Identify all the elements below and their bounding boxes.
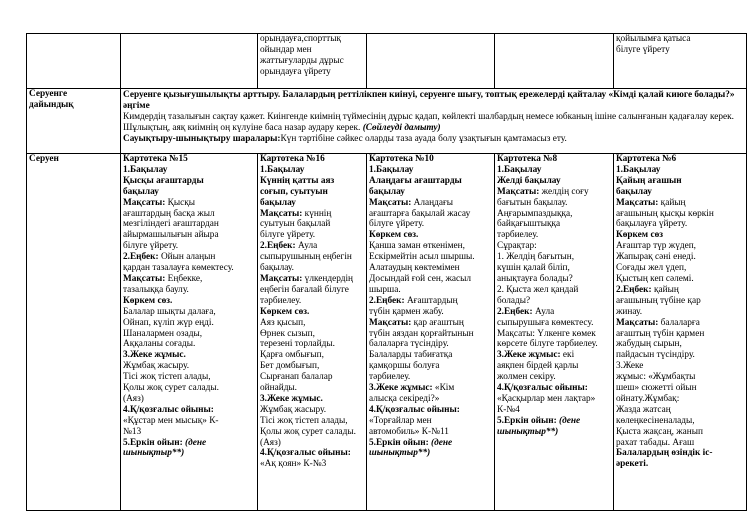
card-text-line: 4.Қ/қозғалыс ойыны: bbox=[123, 404, 214, 415]
card-text-line: Балалардың өзіндік іс- bbox=[616, 448, 713, 459]
top-row-col4 bbox=[495, 34, 614, 89]
card-text-line: Мақсаты: үлкендердің bbox=[260, 273, 354, 284]
card-text-line: 2. Қыста жел қандай bbox=[497, 284, 579, 295]
card-text-line: Ағаштар түр жүдеп, bbox=[616, 241, 696, 252]
seruen-row bbox=[27, 154, 747, 511]
card-text-line: Қыста жақсаң, жанып bbox=[616, 426, 704, 437]
card-text-line: мезгіліндегі ағаштардан bbox=[123, 219, 219, 230]
card-text-line: Тісі жоқ тістеп алады, bbox=[260, 415, 348, 426]
seruenge-content bbox=[121, 89, 747, 154]
card-text-line: Сұрақтар: bbox=[497, 241, 537, 252]
top-row-col3 bbox=[367, 34, 495, 89]
card-text-line: байқағыштыққа bbox=[497, 219, 561, 230]
card-text-line: 2.Еңбек: Аула bbox=[260, 241, 318, 252]
card-text-line: Қысқы ағаштарды bbox=[123, 175, 204, 186]
card-text-line: бақылау bbox=[123, 186, 159, 197]
card-text-line: суытуын бақылай bbox=[260, 219, 331, 230]
card-text-line: 2.Еңбек: Ойын алаңын bbox=[123, 252, 216, 263]
card-text-line: 3.Жеке bbox=[616, 361, 644, 372]
card-text-line: Тісі жоқ тістеп алады, bbox=[123, 372, 211, 383]
card-text-line: соғып, суытуын bbox=[260, 186, 328, 197]
card-text-line: Мақсаты: Алаңдағы bbox=[369, 197, 454, 208]
seruenge-label bbox=[27, 89, 121, 154]
card-text-line: «Торғайлар мен bbox=[369, 415, 432, 426]
card-text-line: рахат табады. Ағаш bbox=[616, 437, 695, 448]
card-text-line: «Қасқырлар мен лақтар» bbox=[497, 393, 596, 404]
card-text-line: 3.Жеке жұмыс: екі bbox=[497, 350, 575, 361]
card-text-line: шырша. bbox=[369, 284, 401, 295]
card-text-line: тазалыққа баулу. bbox=[123, 284, 189, 295]
card-text-line: Жапырақ сәні енеді. bbox=[616, 252, 696, 263]
top-col2-line: жаттығуларды дұрыс bbox=[260, 55, 344, 66]
card-text-line: Балалар шықты далаға, bbox=[123, 306, 216, 317]
card-text-line: бақылау bbox=[260, 197, 296, 208]
card-text-line: Көркем сөз. bbox=[369, 230, 419, 241]
card-text-line: көрсете білуге тәрбиелеу. bbox=[497, 339, 598, 350]
seruenge-safety bbox=[123, 134, 744, 145]
card-text-line: тәрбиелеу. bbox=[260, 295, 302, 306]
card-text-line: түбін қармен жабу. bbox=[369, 306, 444, 317]
card-text-line: 1.Бақылау bbox=[616, 164, 661, 175]
card-text-line: көлеңкесіненалады, bbox=[616, 415, 695, 426]
card-text-line: Жұмбақ жасыру. bbox=[260, 404, 327, 415]
card-text-line: шынықтыр**) bbox=[369, 448, 431, 459]
card-text-line: бақылау bbox=[369, 186, 405, 197]
card-text-line: Балаларды табиғатқа bbox=[369, 350, 453, 361]
card-text-line: Мақсаты: күннің bbox=[260, 208, 332, 219]
top-row-col2 bbox=[258, 34, 367, 89]
card-text-line: Қолы жоқ сурет салады. bbox=[123, 383, 219, 394]
seruenge-row bbox=[27, 89, 747, 154]
card-text-line: «Құстар мен мысық» К- bbox=[123, 415, 219, 426]
card-text-line: Бет домбығып, bbox=[260, 361, 320, 372]
card-text-line: Картотека №15 bbox=[123, 154, 188, 164]
card-text-line: Алаңдағы ағаштарды bbox=[369, 175, 462, 186]
seruenge-label-line2: дайындық bbox=[29, 99, 74, 110]
card-text-line: аяқпен бірдей қарлы bbox=[497, 361, 579, 372]
top-col5-line: қойылымға қатыса bbox=[616, 34, 691, 44]
card-text-line: балаларға түсіндіру. bbox=[369, 339, 449, 350]
card-text-line: алысқа секіреді?» bbox=[369, 393, 440, 404]
card-text-line: Қайың ағашын bbox=[616, 175, 682, 186]
card-text-line: «Ақ қоян» К-№3 bbox=[260, 459, 327, 470]
top-row-label-cell bbox=[27, 34, 121, 89]
card-text-line: бақылау bbox=[616, 186, 652, 197]
card-text-line: Досындай ғой сен, жасыл bbox=[369, 273, 472, 284]
card-text-line: болады? bbox=[497, 295, 531, 306]
card-text-line: Ойнап, күліп жүр еңді. bbox=[123, 317, 214, 328]
seruenge-body-block bbox=[123, 112, 744, 134]
card-text-line: Мақсаты: балаларға bbox=[616, 317, 700, 328]
card-text-line: 1.Бақылау bbox=[123, 164, 168, 175]
card-text-line: 5.Еркін ойын: (дене bbox=[497, 415, 581, 426]
card-text-line: 3.Жеке жұмыс. bbox=[260, 393, 323, 404]
card-text-line: Картотека №8 bbox=[497, 154, 558, 164]
card-text-line: 4.Қ/қозғалыс ойыны: bbox=[497, 383, 588, 394]
lesson-plan-table bbox=[26, 33, 747, 511]
card-text-line: Қанша заман өткенімен, bbox=[369, 241, 465, 252]
card-text-line: Мақсаты: желдің соғу bbox=[497, 186, 589, 197]
card-text-line: 3.Жеке жұмыс. bbox=[123, 350, 186, 361]
card-text-line: Мақсаты: Қысқы bbox=[123, 197, 196, 208]
card-column-5 bbox=[614, 154, 747, 511]
card-text-line: жұмыс: «Жұмбақты bbox=[616, 372, 696, 383]
card-text-line: сыпырушыға көмектесу. bbox=[497, 317, 594, 328]
card-text-line: 2.Еңбек: қайың bbox=[616, 284, 679, 295]
card-text-line: күшін қалай біліп, bbox=[497, 263, 570, 274]
card-text-line: терезені торлайды. bbox=[260, 339, 335, 350]
card-text-line: ағашының қысқы көркін bbox=[616, 208, 714, 219]
card-text-line: 5.Еркін ойын: (дене bbox=[123, 437, 207, 448]
card-text-line: жолмен секіру. bbox=[497, 372, 556, 383]
card-text-line: қамқоршы болуға bbox=[369, 361, 440, 372]
card-text-line: Көркем сөз. bbox=[260, 306, 310, 317]
card-text-line: 1.Бақылау bbox=[260, 164, 305, 175]
card-text-line: Картотека №6 bbox=[616, 154, 677, 164]
card-text-line: бақылауға үйрету. bbox=[616, 219, 688, 230]
seruenge-body: Кимдердің тазалығын сақтау қажет. Киінгенде киімнің түймесінің дұрыс қадап, көйлекті шалбардың немесе юбканың ішіне салынғанын қадағалау керек. Шұлықтың, аяқ киімнің оң күлуіне баса назар аудару керек. bbox=[123, 111, 734, 133]
top-col5-line: білуге үйрету bbox=[616, 44, 670, 55]
card-text-line: 4.Қ/қозғалыс ойыны: bbox=[369, 404, 460, 415]
card-text-line: Қыстың кеп сәлемі. bbox=[616, 273, 694, 284]
seruenge-label-line1: Серуенге bbox=[29, 89, 68, 99]
card-text-line: ағашының түбіне қар bbox=[616, 295, 701, 306]
card-text-line: (Аяз) bbox=[123, 393, 144, 404]
card-text-line: Мақсаты: қайың bbox=[616, 197, 686, 208]
card-text-line: Алатаудың көктемімен bbox=[369, 263, 460, 274]
card-text-line: білуге үйрету. bbox=[369, 219, 425, 230]
card-text-line: жинау. bbox=[616, 306, 643, 317]
card-text-line: Жазда жатсаң bbox=[616, 404, 671, 415]
card-text-line: сыпырушының еңбегін bbox=[260, 252, 352, 263]
card-column-2 bbox=[258, 154, 367, 511]
top-col2-line: орындауға,спорттық bbox=[260, 34, 341, 44]
card-text-line: Қолы жоқ сурет салады. bbox=[260, 426, 356, 437]
card-text-line: автомобиль» К-№11 bbox=[369, 426, 449, 437]
card-text-line: ағаштардың басқа жыл bbox=[123, 208, 215, 219]
card-text-line: Желді бақылау bbox=[497, 175, 561, 186]
card-text-line: 1.Бақылау bbox=[369, 164, 414, 175]
card-text-line: 5.Еркін ойын: (дене bbox=[369, 437, 453, 448]
card-text-line: пайдасын түсіндіру. bbox=[616, 350, 695, 361]
card-text-line: білуге үйрету. bbox=[260, 230, 316, 241]
card-text-line: ойнайды. bbox=[260, 383, 298, 394]
card-text-line: Шаналармен озады, bbox=[123, 328, 203, 339]
top-row-col1 bbox=[121, 34, 258, 89]
card-text-line: шеш» сюжетті ойын bbox=[616, 383, 697, 394]
card-text-line: Сырғанап балалар bbox=[260, 372, 333, 383]
card-text-line: 1. Желдің бағытын, bbox=[497, 252, 575, 263]
card-text-line: Өрнек сызып, bbox=[260, 328, 315, 339]
card-text-line: қардан тазалауға көмектесу. bbox=[123, 263, 234, 274]
seruenge-safety-text: Күн тәртібіне сәйкес оларды таза ауада болу ұзақтығын қамтамасыз ету. bbox=[280, 133, 567, 144]
card-text-line: Мақсаты: қар ағаштың bbox=[369, 317, 464, 328]
card-text-line: ойнату.Жұмбақ: bbox=[616, 393, 680, 404]
card-text-line: бақылау. bbox=[260, 263, 294, 274]
card-text-line: Картотека №10 bbox=[369, 154, 434, 164]
card-column-1 bbox=[121, 154, 258, 511]
card-text-line: шынықтыр**) bbox=[497, 426, 559, 437]
card-text-line: Ескірмейтін асыл шыршы. bbox=[369, 252, 475, 263]
seruenge-body-tag: (Сөйлеуді дамыту) bbox=[362, 122, 441, 133]
card-text-line: анықтауға болады? bbox=[497, 273, 573, 284]
card-text-line: 1.Бақылау bbox=[497, 164, 542, 175]
card-text-line: ағаштың түбін қармен bbox=[616, 328, 705, 339]
card-text-line: №13 bbox=[123, 426, 142, 437]
card-text-line: еңбегін бағалай білуге bbox=[260, 284, 349, 295]
card-text-line: 2.Еңбек: Ағаштардың bbox=[369, 295, 458, 306]
top-row bbox=[27, 34, 747, 89]
card-text-line: білуге үйрету. bbox=[123, 241, 179, 252]
card-text-line: Жұмбақ жасыру. bbox=[123, 361, 190, 372]
card-text-line: 2.Еңбек: Аула bbox=[497, 306, 555, 317]
card-text-line: Қарға омбығып, bbox=[260, 350, 324, 361]
card-text-line: Соғады жел үдеп, bbox=[616, 263, 687, 274]
card-text-line: Аңғарымпаздыққа, bbox=[497, 208, 573, 219]
card-text-line: айырмашылығын айыра bbox=[123, 230, 219, 241]
card-text-line: Аяз қысып, bbox=[260, 317, 306, 328]
card-text-line: Көркем сөз. bbox=[123, 295, 173, 306]
card-text-line: Картотека №16 bbox=[260, 154, 325, 164]
card-text-line: К-№4 bbox=[497, 404, 520, 415]
seruenge-header: Серуенге қызығушылықты арттыру. Балалардың реттілікпен киінуі, серуенге шығу, топтық ережелерді қайталау «Кімді қалай киюге болады?» әңгіме bbox=[123, 90, 735, 111]
card-text-line: түбін аяздан қорғайтынын bbox=[369, 328, 474, 339]
card-text-line: (Аяз) bbox=[260, 437, 281, 448]
card-column-3 bbox=[367, 154, 495, 511]
card-text-line: Күннің қатты аяз bbox=[260, 175, 335, 186]
card-text-line: Мақсаты: Үлкенге көмек bbox=[497, 328, 596, 339]
top-col2-line: орындауға үйрету bbox=[260, 66, 331, 77]
card-text-line: ағаштарға бақылай жасау bbox=[369, 208, 471, 219]
card-text-line: 3.Жеке жұмыс: «Кім bbox=[369, 383, 455, 394]
card-text-line: жабудың сырын, bbox=[616, 339, 682, 350]
card-text-line: Мақсаты: Еңбекке, bbox=[123, 273, 203, 284]
card-text-line: Көркем сөз bbox=[616, 230, 663, 241]
top-col2-line: ойындар мен bbox=[260, 44, 312, 55]
card-text-line: Аққаланы соғады. bbox=[123, 339, 196, 350]
card-column-4 bbox=[495, 154, 614, 511]
top-row-col5 bbox=[614, 34, 747, 89]
card-text-line: шынықтыр**) bbox=[123, 448, 185, 459]
seruen-label: Серуен bbox=[27, 154, 121, 511]
card-text-line: әрекеті. bbox=[616, 459, 649, 470]
card-text-line: 4.Қ/қозғалыс ойыны: bbox=[260, 448, 351, 459]
seruenge-safety-label: Сауықтыру-шынықтыру шаралары: bbox=[123, 133, 281, 144]
card-text-line: тәрбиелеу. bbox=[497, 230, 539, 241]
card-text-line: тәрбиелеу. bbox=[369, 372, 411, 383]
card-text-line: бағытын бақылау. bbox=[497, 197, 568, 208]
